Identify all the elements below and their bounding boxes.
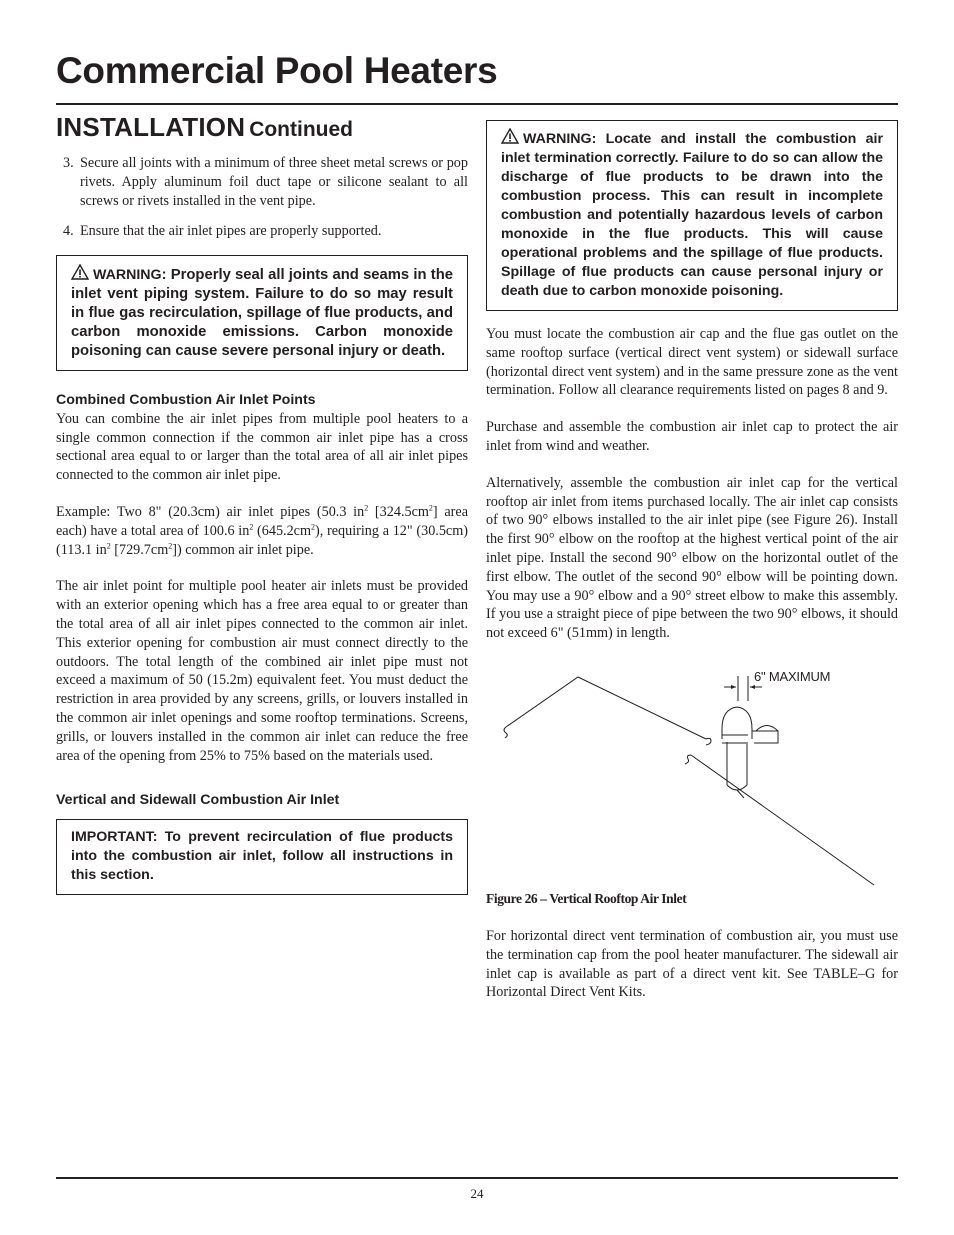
warning-box-seal xyxy=(56,255,468,371)
combined-heading: Combined Combustion Air Inlet Points xyxy=(56,391,316,408)
section-title: INSTALLATION xyxy=(56,112,246,142)
warning-text: : Properly seal all joints and seams in the inlet vent piping system. Failure to do so may result in flue gas recirculation, spillage of flue products, and carbon monoxide emissions. Carbon monoxide poisoning can cause severe personal injury or death. xyxy=(71,266,453,359)
example-text: ]) common air inlet pipe. xyxy=(172,541,314,558)
warning-box-location xyxy=(486,120,898,311)
installation-steps xyxy=(56,154,468,241)
header-rule xyxy=(56,103,898,105)
figure-vertical-rooftop-air-inlet xyxy=(486,657,898,887)
right-paragraph-4: For horizontal direct vent termination of combustion air, you must use the termination cap from the pool heater manufacturer. The sidewall air inlet cap is available as part of a direct vent kit. See TABLE–G for Horizontal Direct Vent Kits. xyxy=(486,927,898,1001)
dimension-arrow-right xyxy=(750,685,755,689)
figure-caption: Figure 26 – Vertical Rooftop Air Inlet xyxy=(486,890,687,906)
dimension-label: 6" MAXIMUM xyxy=(754,668,831,684)
section-heading xyxy=(56,112,468,144)
superscript: 2 xyxy=(364,503,369,513)
elbow-right-outlet xyxy=(752,731,778,743)
roof-line-left xyxy=(506,677,706,739)
roof-break-lower xyxy=(685,755,691,764)
list-item xyxy=(56,154,468,211)
pipe-flashing xyxy=(727,785,747,798)
step-number: 4. xyxy=(63,222,74,239)
important-box: IMPORTANT: To prevent recirculation of flue products into the combustion air inlet, follow all instructions in this section. xyxy=(56,819,468,895)
elbow-right-dome xyxy=(756,725,778,731)
page-title: Commercial Pool Heaters xyxy=(56,50,498,91)
dimension-arrow-left xyxy=(731,685,736,689)
page-number: 24 xyxy=(470,1186,484,1201)
right-column xyxy=(486,120,898,1002)
section-subtitle: Continued xyxy=(249,118,353,141)
inlet-pipe xyxy=(727,742,747,785)
vertical-heading: Vertical and Sidewall Combustion Air Inlet xyxy=(56,792,340,809)
superscript: 2 xyxy=(168,540,173,550)
step-text: Ensure that the air inlet pipes are properly supported. xyxy=(80,222,382,239)
warning-label: WARNING xyxy=(93,266,162,283)
right-paragraph-2: Purchase and assemble the combustion air inlet cap to protect the air inlet from wind and weather. xyxy=(486,419,898,454)
left-column xyxy=(56,112,468,895)
warning-triangle-icon xyxy=(71,264,89,280)
step-text: Secure all joints with a minimum of three sheet metal screws or pop rivets. Apply aluminum foil duct tape or silicone sealant to all screws or rivets installed in the vent pipe. xyxy=(80,154,468,209)
list-item xyxy=(56,222,468,241)
combined-paragraph-3: The air inlet point for multiple pool heater air inlets must be provided with an exterior opening which has a free area equal to or greater than the total area of all air inlet pipes connected to the common air inlet. This exterior opening for combustion air must connect directly to the outdoors. The total length of the combined air inlet pipe must not exceed a maximum of 50 (15.2m) equivalent feet. You must deduct the restriction in area provided by any screens, grills, or louvers installed in the common air inlet openings and some rooftop terminations. Screens, grills, or louvers installed in the common air inlet can reduce the free area of the opening from 25% to 75% based on the materials used. xyxy=(56,578,468,764)
example-text: ] area each) have a total area of 100.6 in xyxy=(56,503,468,539)
elbow-hood xyxy=(722,707,752,739)
superscript: 2 xyxy=(311,522,316,532)
right-paragraph-1: You must locate the combustion air cap and the flue gas outlet on the same rooftop surface (vertical direct vent system) or sidewall surface (horizontal direct vent system) and in the same pressure zone as the vent termination. Follow all clearance requirements listed on pages 8 and 9. xyxy=(486,326,898,399)
superscript: 2 xyxy=(249,522,254,532)
superscript: 2 xyxy=(428,503,433,513)
warning-text: : Locate and install the combustion air inlet termination correctly. Failure to do so can allow the discharge of flue products to be drawn into the combustion process. This can result in incomplete combustion and potentially hazardous levels of carbon monoxide in the flue products. This will cause operational problems and the spillage of flue products. Spillage of flue products can cause personal injury or death due to carbon monoxide poisoning. xyxy=(501,131,883,299)
example-text: Example: Two 8" (20.3cm) air inlet pipes (50.3 in xyxy=(56,503,365,520)
example-text: ), requiring a 12" (30.5cm) (113.1 in xyxy=(56,522,468,558)
air-inlet-cap-diagram xyxy=(486,657,898,887)
right-paragraph-3: Alternatively, assemble the combustion air inlet cap for the vertical rooftop air inlet from items purchased locally. The air inlet cap consists of two 90° elbows installed to the air inlet pipe (see Figure 26). Install the first 90° elbow on the rooftop at the highest vertical point of the air inlet pipe. Install the second 90° elbow on the horizontal outlet of the first elbow. The outlet of the second 90° elbow will be pointing down. You may use a 90° elbow and a 90° street elbow to make this assembly. If you use a straight piece of pipe between the two 90° elbows, it should not exceed 6" (51mm) in length. xyxy=(486,474,898,642)
warning-triangle-icon xyxy=(501,128,519,144)
superscript: 2 xyxy=(106,540,111,550)
example-text: (645.2cm xyxy=(253,522,312,539)
combined-example xyxy=(56,503,468,559)
roof-line-lower xyxy=(691,755,874,885)
step-number: 3. xyxy=(63,154,74,171)
combined-paragraph-1: You can combine the air inlet pipes from multiple pool heaters to a single common connection if the common air inlet pipe has a cross sectional area equal to or larger than the total area of all air inlet pipes connected to the common air inlet pipe. xyxy=(56,410,468,484)
roof-break-right xyxy=(706,738,711,745)
footer-rule xyxy=(56,1177,898,1179)
warning-label: WARNING xyxy=(523,131,592,147)
example-text: [729.7cm xyxy=(110,541,169,558)
example-text: [324.5cm xyxy=(368,503,429,520)
roof-break-left xyxy=(504,727,507,738)
